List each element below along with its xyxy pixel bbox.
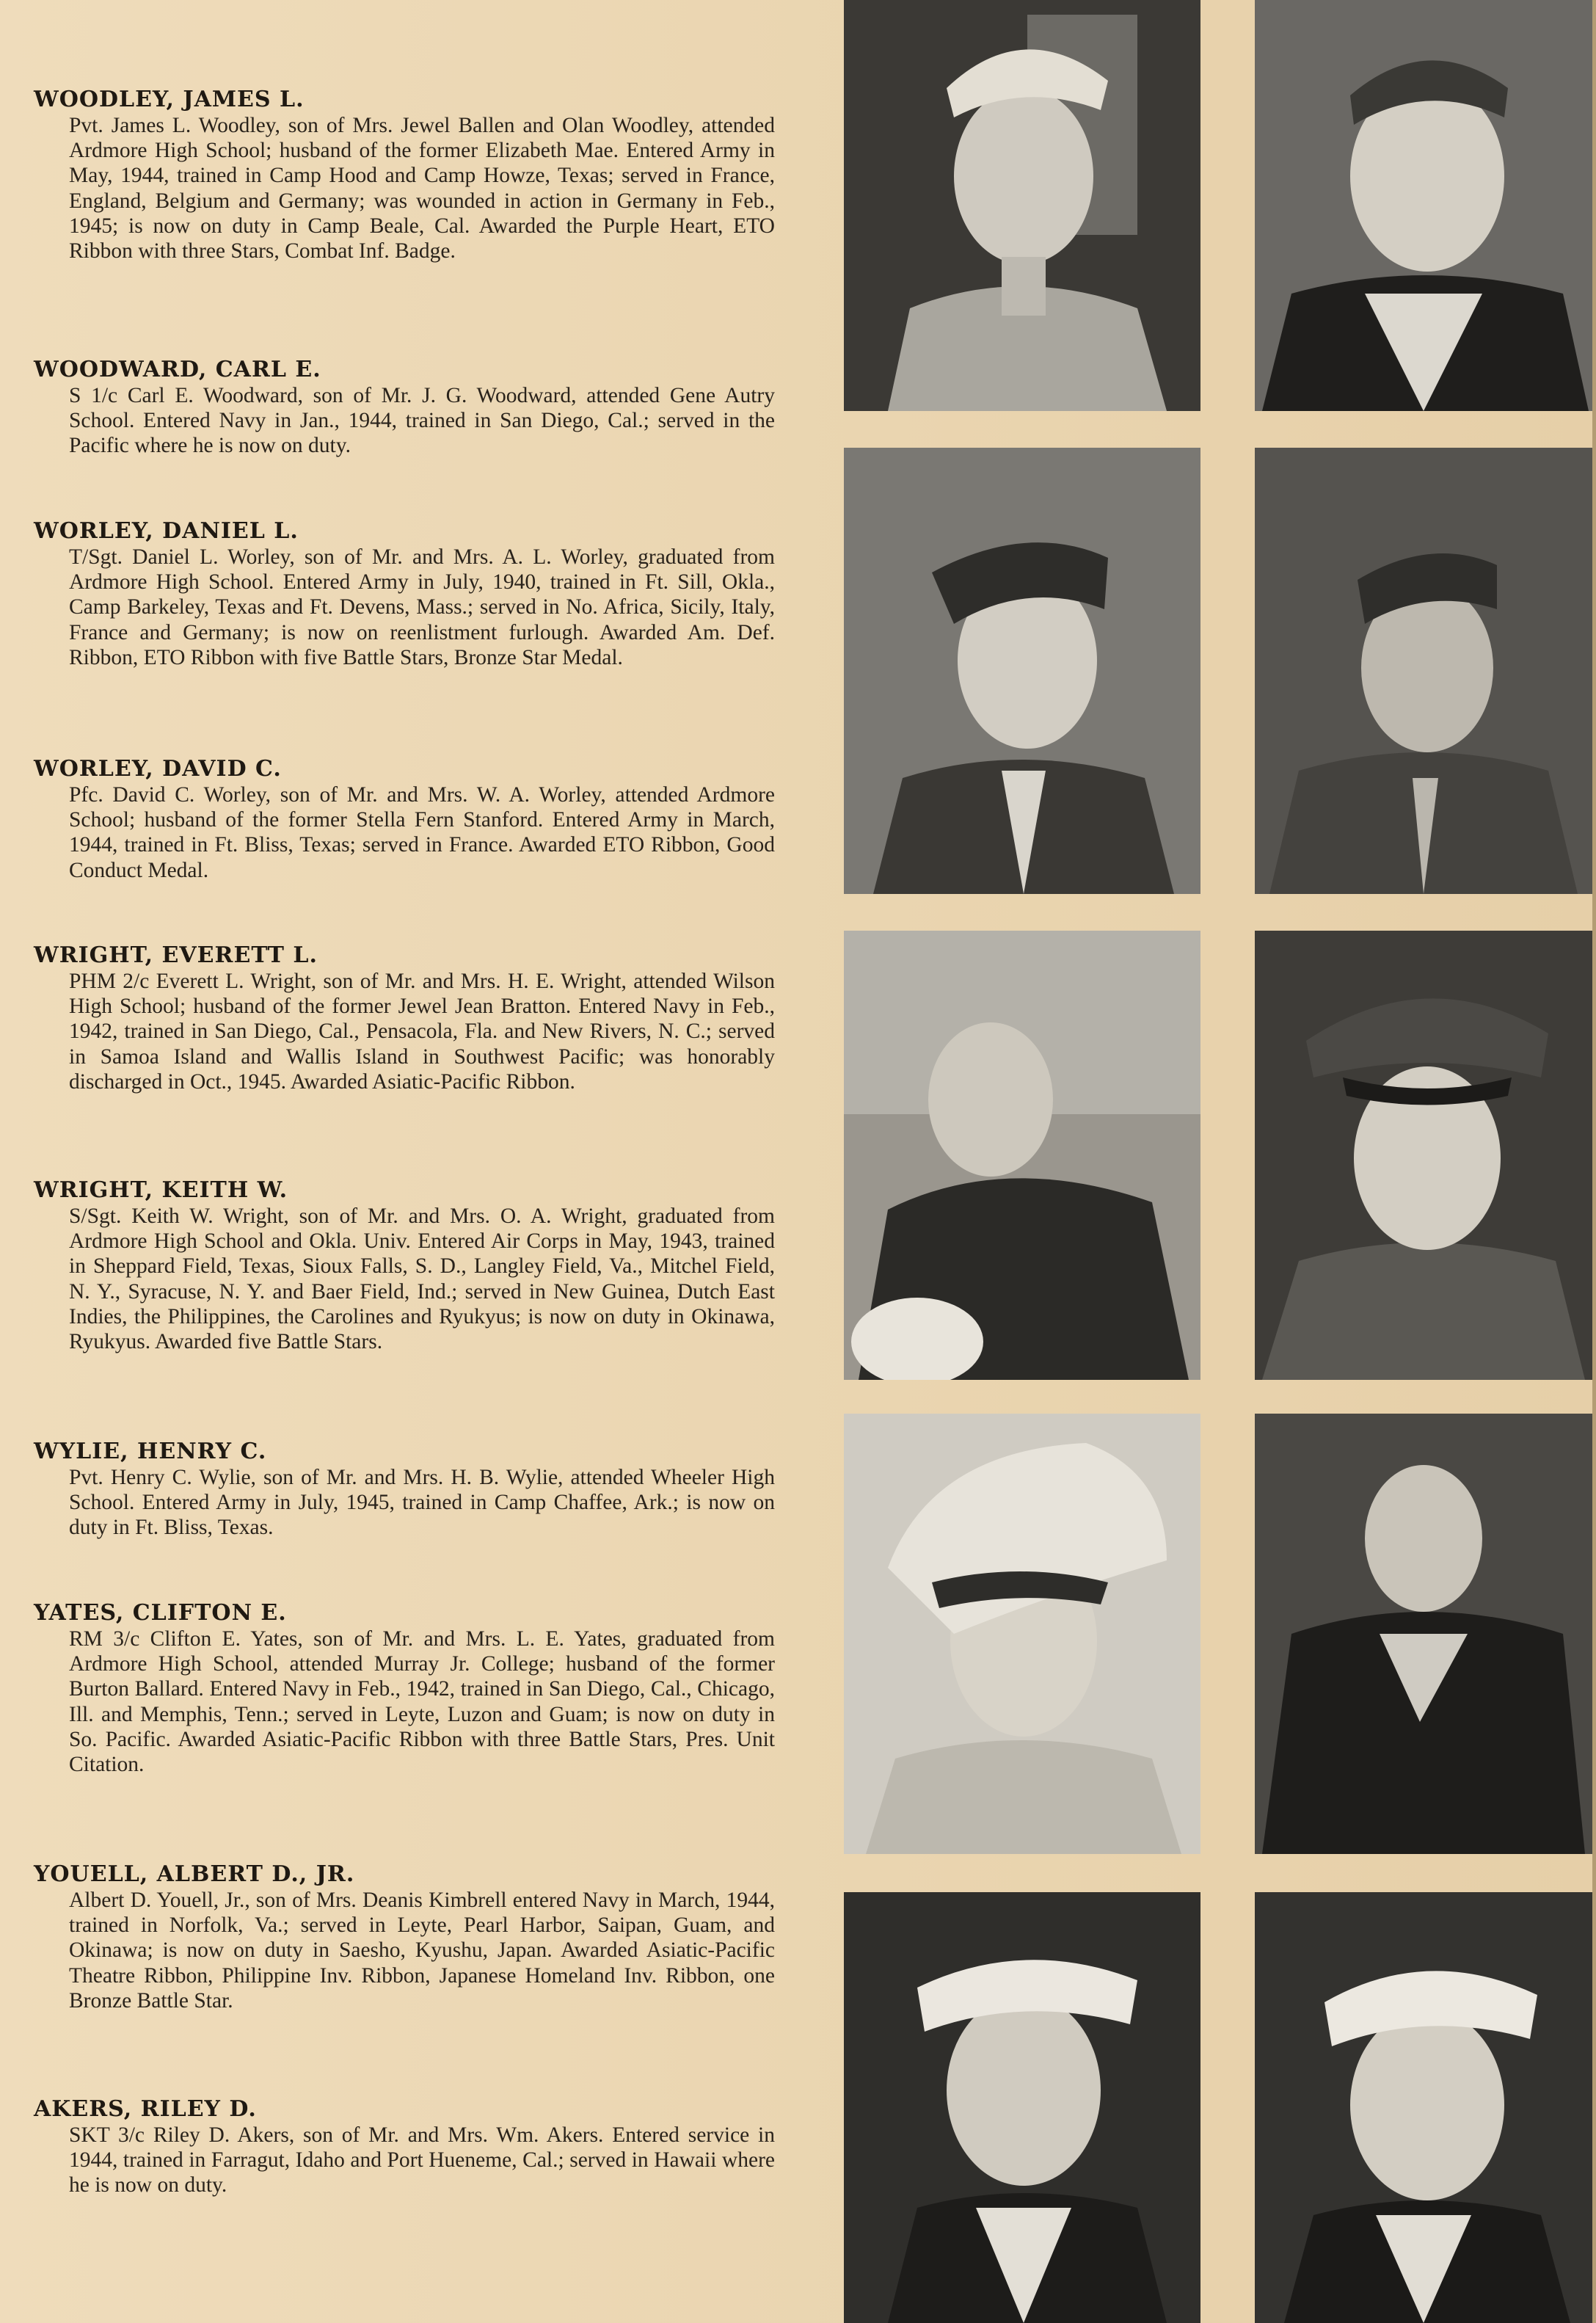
entry-yates: [34, 1600, 775, 1777]
entry-bio: S 1/c Carl E. Woodward, son of Mr. J. G. Woodward, attended Gene Autry School. Entered Navy in Jan., 1944, trained in San Diego, Cal.; served in the Pacific where he is now on duty.: [69, 384, 775, 458]
entry-wright-everett: [34, 942, 775, 1094]
entry-woodward: [34, 357, 775, 459]
entry-name: YATES, CLIFTON E.: [34, 1600, 287, 1626]
entry-bio: SKT 3/c Riley D. Akers, son of Mr. and Mrs. Wm. Akers. Entered service in 1944, trained in Farragut, Idaho and Port Hueneme, Cal.; served in Hawaii where he is now on duty.: [69, 2123, 775, 2197]
entry-woodley: [34, 87, 775, 263]
portrait-akers: [1255, 1892, 1592, 2323]
entry-youell: [34, 1861, 775, 2013]
portrait-youell: [844, 1892, 1200, 2323]
entry-name: WYLIE, HENRY C.: [34, 1439, 267, 1464]
entry-name: WORLEY, DAVID C.: [34, 756, 282, 782]
entry-name: YOUELL, ALBERT D., JR.: [34, 1861, 355, 1887]
entry-name: AKERS, RILEY D.: [34, 2096, 257, 2122]
entry-wylie: [34, 1439, 775, 1541]
entry-worley-david: [34, 756, 775, 883]
entry-name: WORLEY, DANIEL L.: [34, 518, 299, 544]
entry-akers: [34, 2096, 775, 2198]
entry-name: WRIGHT, EVERETT L.: [34, 942, 318, 968]
entry-name: WOODWARD, CARL E.: [34, 357, 321, 382]
portrait-wright-everett: [844, 931, 1200, 1380]
entry-bio: Pvt. James L. Woodley, son of Mrs. Jewel Ballen and Olan Woodley, attended Ardmore High School; husband of the former Elizabeth Mae. Entered Army in May, 1944, trained in Camp Hood and Camp Howze, Texas; served in France, England, Belgium and Germany; was wounded in action in Germany in Feb., 1945; is now on duty in Camp Beale, Cal. Awarded the Purple Heart, ETO Ribbon with three Stars, Combat Inf. Badge.: [69, 114, 775, 263]
portrait-woodward: [1255, 0, 1592, 411]
entry-bio: RM 3/c Clifton E. Yates, son of Mr. and Mrs. L. E. Yates, graduated from Ardmore High School, attended Murray Jr. College; husband of the former Burton Ballard. Entered Navy in Feb., 1942, trained in San Diego, Cal., Chicago, Ill. and Memphis, Tenn.; served in Leyte, Luzon and Guam; is now on duty in So. Pacific. Awarded Asiatic-Pacific Ribbon with three Battle Stars, Pres. Unit Citation.: [69, 1627, 775, 1777]
entry-wright-keith: [34, 1177, 775, 1354]
entry-bio: S/Sgt. Keith W. Wright, son of Mr. and Mrs. O. A. Wright, graduated from Ardmore High School and Okla. Univ. Entered Air Corps in May, 1943, trained in Sheppard Field, Texas, Sioux Falls, S. D., Langley Field, Va., Mitchel Field, N. Y., Syracuse, N. Y. and Baer Field, Ind.; served in New Guinea, Dutch East Indies, the Philippines, the Carolines and Ryukyus; is now on duty in Okinawa, Ryukyus. Awarded five Battle Stars.: [69, 1204, 775, 1354]
entry-bio: Albert D. Youell, Jr., son of Mrs. Deanis Kimbrell entered Navy in March, 1944, trained in Norfolk, Va.; served in Leyte, Pearl Harbor, Saipan, Guam, and Okinawa; is now on duty in Saesho, Kyushu, Japan. Awarded Asiatic-Pacific Theatre Ribbon, Philippine Inv. Ribbon, Japanese Homeland Inv. Ribbon, one Bronze Battle Star.: [69, 1888, 775, 2013]
entry-name: WOODLEY, JAMES L.: [34, 87, 305, 112]
page-edge: [1592, 0, 1596, 2323]
portrait-worley-daniel: [844, 448, 1200, 894]
portrait-yates: [844, 1414, 1200, 1854]
portrait-woodley: [844, 0, 1200, 411]
entry-bio: PHM 2/c Everett L. Wright, son of Mr. and Mrs. H. E. Wright, attended Wilson High School; husband of the former Jewel Jean Bratton. Entered Navy in Feb., 1942, trained in San Diego, Cal., Pensacola, Fla. and New Rivers, N. C.; served in Samoa Island and Wallis Island in Southwest Pacific; was honorably discharged in Oct., 1945. Awarded Asiatic-Pacific Ribbon.: [69, 970, 775, 1094]
entry-worley-daniel: [34, 518, 775, 670]
portrait-wright-keith: [1255, 931, 1592, 1380]
portrait-worley-david: [1255, 448, 1592, 894]
entry-bio: T/Sgt. Daniel L. Worley, son of Mr. and Mrs. A. L. Worley, graduated from Ardmore High School. Entered Army in July, 1940, trained in Ft. Sill, Okla., Camp Barkeley, Texas and Ft. Devens, Mass.; served in No. Africa, Sicily, Italy, France and Germany; is now on reenlistment furlough. Awarded Am. Def. Ribbon, ETO Ribbon with five Battle Stars, Bronze Star Medal.: [69, 545, 775, 669]
entry-bio: Pfc. David C. Worley, son of Mr. and Mrs. W. A. Worley, attended Ardmore School; husband of the former Stella Fern Stanford. Entered Army in March, 1944, trained in Ft. Bliss, Texas; served in France. Awarded ETO Ribbon, Good Conduct Medal.: [69, 783, 775, 882]
entry-name: WRIGHT, KEITH W.: [34, 1177, 288, 1203]
portrait-wylie: [1255, 1414, 1592, 1854]
entry-bio: Pvt. Henry C. Wylie, son of Mr. and Mrs. H. B. Wylie, attended Wheeler High School. Entered Army in July, 1945, trained in Camp Chaffee, Ark.; is now on duty in Ft. Bliss, Texas.: [69, 1466, 775, 1540]
